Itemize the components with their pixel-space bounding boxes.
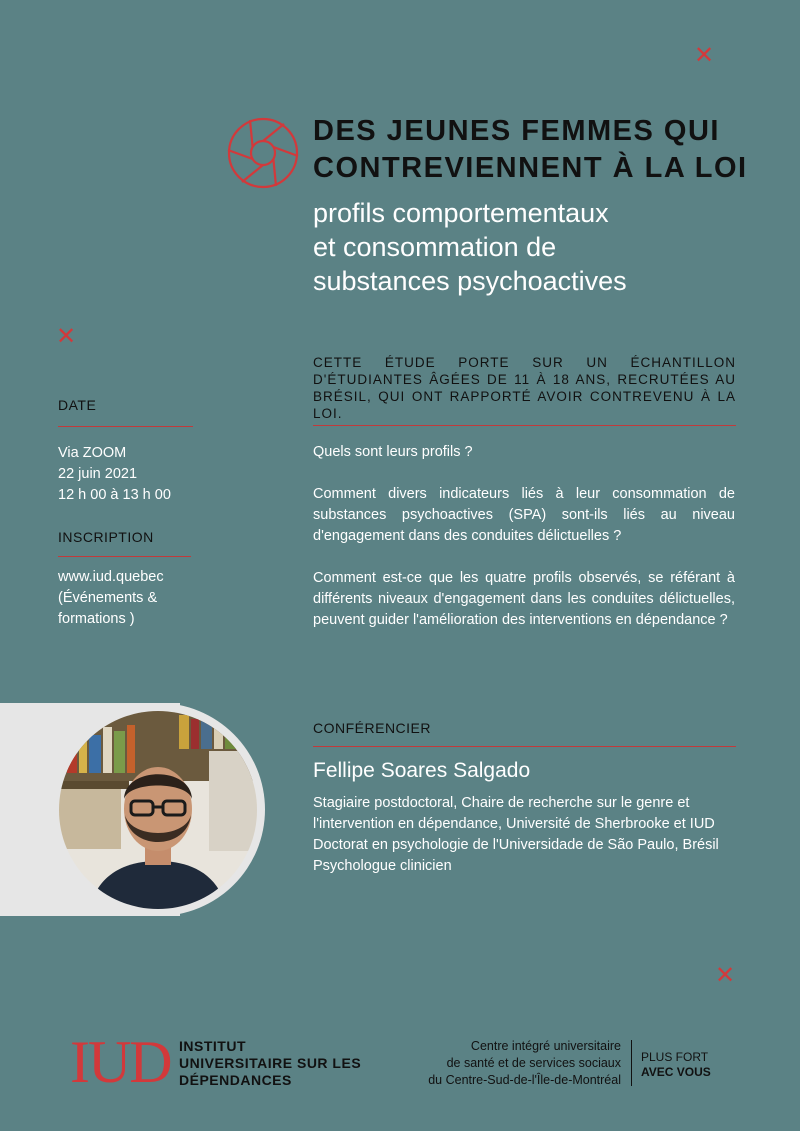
cross-icon: ✕ xyxy=(694,41,715,69)
speaker-description xyxy=(313,793,743,877)
inscription-link[interactable]: www.iud.quebec xyxy=(58,569,164,585)
question-1: Quels sont leurs profils ? xyxy=(313,444,473,460)
cisss-line: de santé et de services sociaux xyxy=(446,1056,621,1070)
date-line: 22 juin 2021 xyxy=(58,466,138,482)
date-line: Via ZOOM xyxy=(58,445,127,461)
divider-rule xyxy=(58,426,193,427)
subtitle-line: profils comportementaux xyxy=(313,198,609,228)
date-info xyxy=(58,443,198,506)
speaker-photo xyxy=(59,711,257,909)
question-3: Comment est-ce que les quatre profils observés, se référant à différents niveaux d'engagement dans les conduites délictuelles, peuvent guider l'amélioration des interventions en dépendance ? xyxy=(313,570,735,628)
cross-icon: ✕ xyxy=(715,961,736,989)
camera-aperture-icon xyxy=(226,116,300,190)
iud-name-line: INSTITUT xyxy=(179,1038,246,1054)
speaker-desc-line: Stagiaire postdoctoral, Chaire de recherche sur le genre et l'intervention en dépendance, Université de Sherbrooke et IUD xyxy=(313,795,715,832)
plus-fort-line: PLUS FORT xyxy=(641,1050,709,1064)
iud-name-line: DÉPENDANCES xyxy=(179,1072,292,1088)
cisss-line: Centre intégré universitaire xyxy=(470,1039,621,1053)
speaker-name: Fellipe Soares Salgado xyxy=(313,759,531,782)
footer-divider xyxy=(631,1040,632,1086)
speaker-desc-line: Psychologue clinicien xyxy=(313,858,452,874)
subtitle-line: substances psychoactives xyxy=(313,266,627,296)
inscription-line: (Événements & xyxy=(58,590,158,606)
inscription-info xyxy=(58,567,198,630)
iud-name-line: UNIVERSITAIRE SUR LES xyxy=(179,1055,362,1071)
plus-fort-line: AVEC VOUS xyxy=(641,1065,711,1079)
date-line: 12 h 00 à 13 h 00 xyxy=(58,487,171,503)
cross-icon: ✕ xyxy=(56,322,77,350)
iud-logo: IUD xyxy=(70,1029,171,1095)
iud-name xyxy=(179,1038,361,1089)
cisss-line: du Centre-Sud-de-l'Île-de-Montréal xyxy=(428,1073,621,1087)
event-title xyxy=(313,113,773,187)
event-subtitle xyxy=(313,196,783,298)
divider-rule xyxy=(313,746,736,747)
cisss-logo-text xyxy=(395,1038,621,1089)
question-2: Comment divers indicateurs liés à leur consommation de substances psychoactives (SPA) sont-ils liés au niveau d'engagement dans des conduites délictuelles ? xyxy=(313,486,735,544)
speaker-desc-line: Doctorat en psychologie de l'Universidade de São Paulo, Brésil xyxy=(313,837,719,853)
intro-text: CETTE ÉTUDE PORTE SUR UN ÉCHANTILLON D'ÉTUDIANTES ÂGÉES DE 11 À 18 ANS, RECRUTÉES AU BRÉSIL, QUI ONT RAPPORTÉ AVOIR CONTREVENU À LA LOI. xyxy=(313,355,736,421)
inscription-heading: INSCRIPTION xyxy=(58,529,154,545)
title-line: CONTREVIENNENT À LA LOI xyxy=(313,152,748,184)
speaker-heading: CONFÉRENCIER xyxy=(313,720,432,736)
plus-fort-logo xyxy=(641,1050,711,1080)
subtitle-line: et consommation de xyxy=(313,232,557,262)
divider-rule xyxy=(58,556,191,557)
title-line: DES JEUNES FEMMES QUI xyxy=(313,115,720,147)
inscription-line: formations ) xyxy=(58,611,135,627)
date-heading: DATE xyxy=(58,397,97,413)
divider-rule xyxy=(313,425,736,426)
